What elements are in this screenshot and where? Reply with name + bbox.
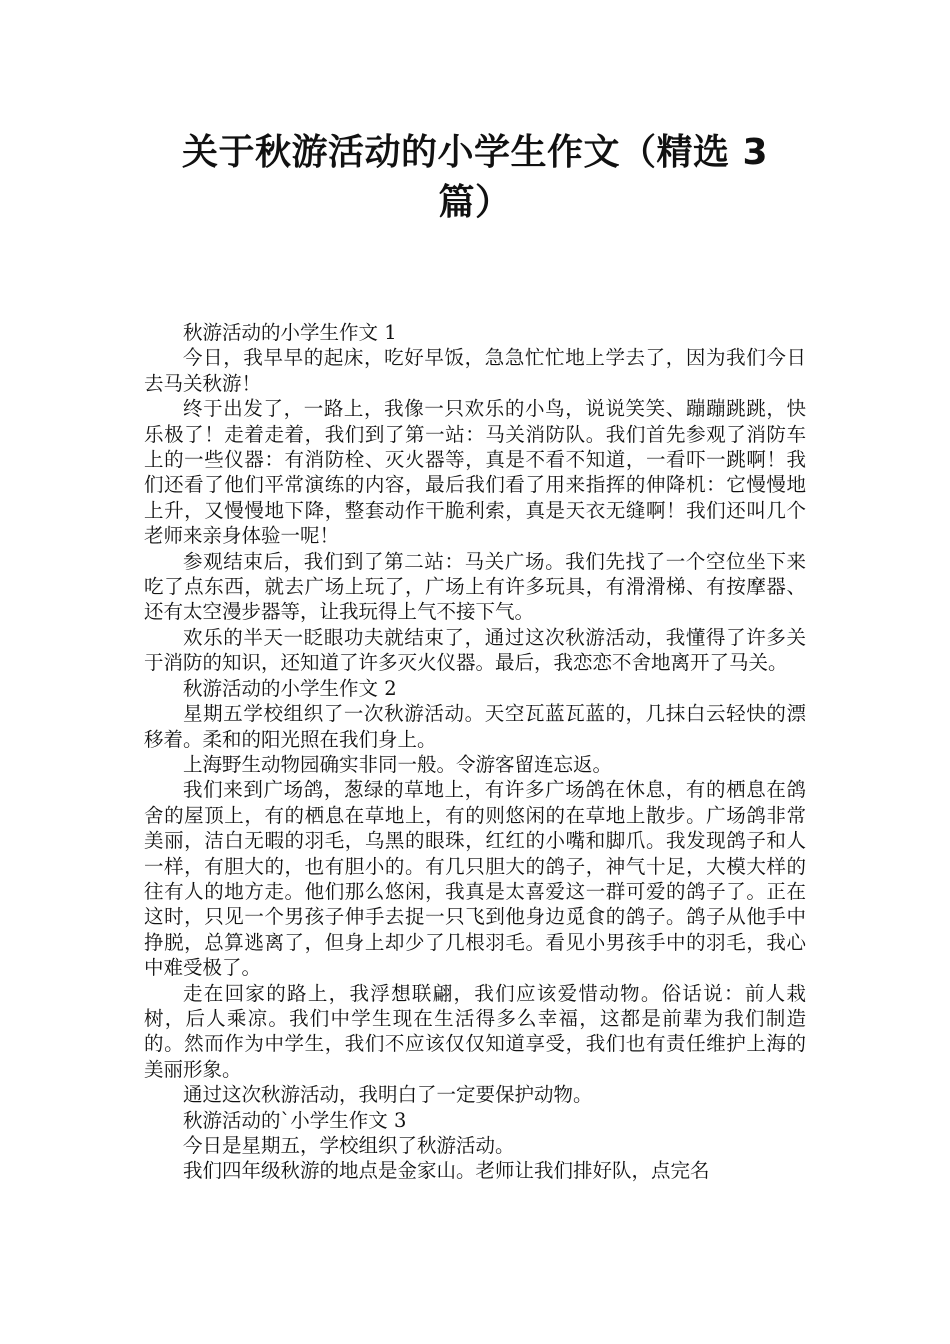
paragraph: 星期五学校组织了一次秋游活动。天空瓦蓝瓦蓝的，几抹白云轻快的漂移着。柔和的阳光照在我们身上。 [144, 702, 806, 751]
paragraph: 我们来到广场鸽，葱绿的草地上，有许多广场鸽在休息，有的栖息在鸽舍的屋顶上，有的栖息在草地上，有的则悠闲的在草地上散步。广场鸽非常美丽，洁白无暇的羽毛，乌黑的眼珠，红红的小嘴和脚爪。我发现鸽子和人一样，有胆大的，也有胆小的。有几只胆大的鸽子，神气十足，大模大样的往有人的地方走。他们那么悠闲，我真是太喜爱这一群可爱的鸽子了。正在这时，只见一个男孩子伸手去捉一只飞到他身边觅食的鸽子。鸽子从他手中挣脱，总算逃离了，但身上却少了几根羽毛。看见小男孩手中的羽毛，我心中难受极了。 [144, 778, 806, 980]
paragraph: 参观结束后，我们到了第二站：马关广场。我们先找了一个空位坐下来吃了点东西，就去广场上玩了，广场上有许多玩具，有滑滑梯、有按摩器、还有太空漫步器等，让我玩得上气不接下气。 [144, 549, 806, 624]
paragraph: 终于出发了，一路上，我像一只欢乐的小鸟，说说笑笑、蹦蹦跳跳，快乐极了！走着走着，我们到了第一站：马关消防队。我们首先参观了消防车上的一些仪器：有消防栓、灭火器等，真是不看不知道，一看吓一跳啊！我们还看了他们平常演练的内容，最后我们看了用来指挥的伸降机：它慢慢地上升，又慢慢地下降，整套动作干脆利索，真是天衣无缝啊！我们还叫几个老师来亲身体验一呢！ [144, 397, 806, 548]
paragraph: 我们四年级秋游的地点是金家山。老师让我们排好队，点完名 [183, 1159, 710, 1183]
essay-heading-1: 秋游活动的小学生作文 1 [183, 321, 397, 344]
paragraph: 今日，我早早的起床，吃好早饭，急急忙忙地上学去了，因为我们今日去马关秋游！ [144, 346, 806, 395]
document-body [144, 320, 806, 1330]
paragraph: 上海野生动物园确实非同一般。令游客留连忘返。 [183, 752, 613, 776]
paragraph: 欢乐的半天一眨眼功夫就结束了，通过这次秋游活动，我懂得了许多关于消防的知识，还知道了许多灭火仪器。最后，我恋恋不舍地离开了马关。 [144, 625, 806, 675]
paragraph: 今日是星期五，学校组织了秋游活动。 [183, 1134, 515, 1157]
paragraph: 走在回家的路上，我浮想联翩，我们应该爱惜动物。俗话说：前人栽树，后人乘凉。我们中学生现在生活得多么幸福，这都是前辈为我们制造的。然而作为中学生，我们不应该仅仅知道享受，我们也有责任维护上海的美丽形象。 [144, 981, 806, 1081]
paragraph: 通过这次秋游活动，我明白了一定要保护动物。 [183, 1083, 593, 1107]
essay-heading-3: 秋游活动的`小学生作文 3 [183, 1108, 407, 1132]
essay-heading-2: 秋游活动的小学生作文 2 [183, 676, 397, 700]
document-title: 关于秋游活动的小学生作文（精选 3 篇） [181, 132, 769, 223]
